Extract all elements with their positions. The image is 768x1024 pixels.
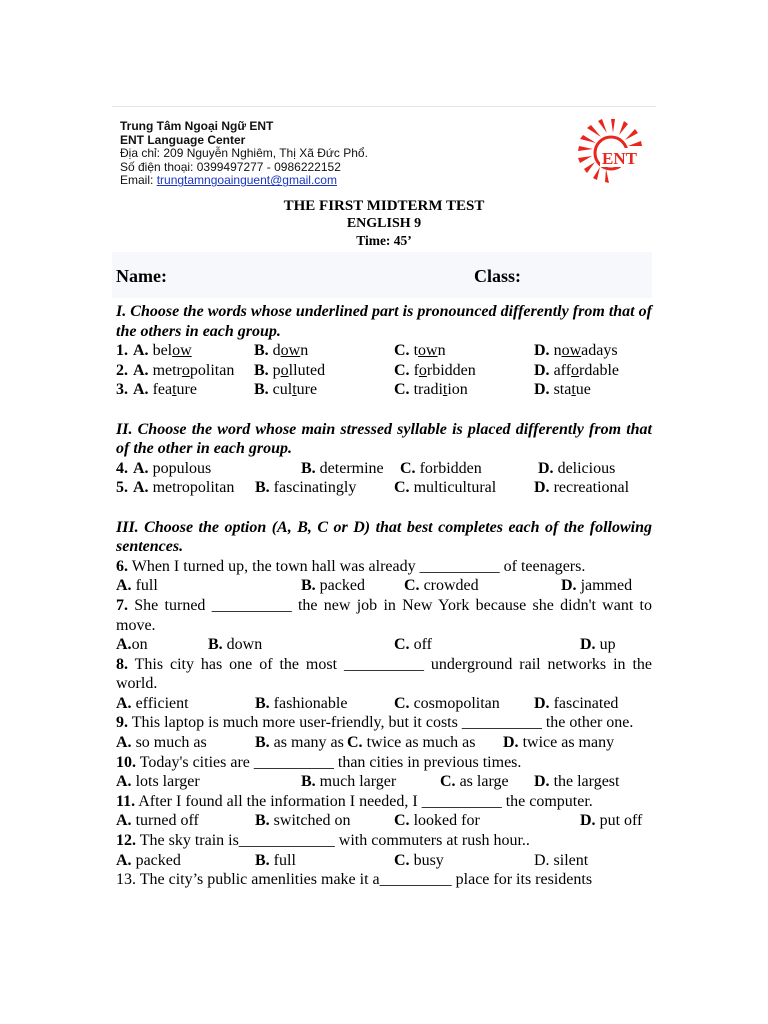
option — [534, 851, 588, 871]
option-letter: B. — [254, 361, 269, 379]
option — [394, 851, 444, 871]
options-row — [116, 772, 652, 792]
option-text: packed — [131, 851, 181, 869]
question-number: 3. — [116, 381, 128, 399]
question-number: 12. — [116, 832, 136, 850]
section-3-questions — [116, 557, 652, 890]
test-subject: ENGLISH 9 — [346, 216, 422, 231]
option-letter: A. — [133, 361, 149, 379]
section-3-instruction: III. Choose the option (A, B, C or D) that best completes each of the following sentences. — [116, 518, 652, 556]
email-link[interactable]: trungtamngoainguent@gmail.com — [156, 173, 337, 188]
option-text: populous — [148, 459, 212, 477]
option-letter: B. — [208, 636, 223, 654]
underlined-part: t — [571, 381, 576, 399]
section-1-questions — [116, 341, 652, 400]
option-text: determine — [315, 459, 384, 477]
option — [254, 380, 317, 400]
option-text: full — [131, 577, 158, 595]
option-text: p — [268, 361, 281, 379]
question-stem — [116, 713, 652, 733]
section-1-instruction: I. Choose the words whose underlined part is pronounced differently from that of the others in each group. — [116, 303, 652, 340]
option — [116, 576, 158, 596]
option-text: up — [595, 636, 616, 654]
option-text: forbidden — [415, 459, 482, 477]
option-letter: C. — [394, 812, 410, 830]
logo-text: ENT — [602, 149, 637, 168]
option — [580, 635, 616, 655]
option-letter: C. — [394, 636, 410, 654]
option-letter: B. — [255, 812, 270, 830]
option-text: t — [409, 342, 419, 360]
option-letter: A. — [116, 694, 132, 712]
option-letter: C. — [440, 773, 456, 791]
option-text: f — [409, 361, 419, 379]
option-text: jammed — [576, 577, 633, 595]
option-text: much larger — [315, 773, 397, 791]
option — [116, 851, 181, 871]
name-label: Name: — [116, 266, 167, 286]
test-body — [116, 302, 652, 890]
option-letter: D. — [561, 577, 577, 595]
option-letter: B. — [301, 773, 316, 791]
options-row — [116, 635, 652, 655]
question-number: 9. — [116, 714, 128, 732]
option-text-rest: ue — [575, 381, 591, 399]
question-text: After I found all the information I needed, I __________ the computer. — [135, 792, 593, 810]
option-text-rest: n — [437, 342, 446, 360]
question-stem — [116, 870, 652, 890]
option-text: looked for — [409, 812, 480, 830]
underlined-part: ow — [280, 342, 301, 360]
option-text: down — [222, 636, 263, 654]
options-row — [116, 576, 652, 596]
option-text: turned off — [131, 812, 199, 830]
option — [116, 635, 148, 655]
option-letter: B. — [301, 577, 316, 595]
option-text: lots larger — [131, 773, 200, 791]
option — [301, 772, 396, 792]
test-time: Time: 45’ — [356, 233, 412, 248]
option — [404, 576, 479, 596]
option-text-rest: adays — [581, 342, 618, 360]
option — [347, 733, 475, 753]
section-2-questions — [116, 459, 652, 498]
underlined-part: t — [172, 381, 177, 399]
option-text-rest: ure — [296, 381, 318, 399]
center-email-line — [120, 174, 368, 188]
option — [580, 811, 642, 831]
question-number: 1. — [116, 342, 128, 360]
underlined-part: o — [280, 361, 289, 379]
option-text: metropolitan — [148, 479, 235, 497]
option-text: the largest — [549, 773, 620, 791]
option-text: off — [409, 636, 432, 654]
ent-sun-logo-icon — [578, 117, 648, 183]
option-text: full — [269, 851, 296, 869]
option-text: as large — [455, 773, 509, 791]
option — [133, 478, 234, 498]
option-text: metr — [148, 361, 182, 379]
option-letter: C. — [394, 361, 410, 379]
option-text: fascinated — [549, 694, 619, 712]
option-text: tradi — [409, 381, 443, 399]
question-row — [116, 341, 652, 361]
center-name-en: ENT Language Center — [120, 132, 246, 147]
option-letter: D. — [534, 361, 550, 379]
option — [254, 341, 308, 361]
question-row — [116, 361, 652, 381]
option — [394, 811, 480, 831]
question-text: Today's cities are __________ than cities in previous times. — [136, 753, 522, 771]
question-number: 10. — [116, 753, 136, 771]
option — [133, 341, 192, 361]
option-text: on — [131, 636, 148, 654]
option-letter: A. — [116, 577, 132, 595]
option-letter: D. — [534, 479, 550, 497]
question-stem — [116, 596, 652, 635]
option-text: multicultural — [409, 479, 497, 497]
option-letter: C. — [394, 694, 410, 712]
option-letter: D. — [538, 459, 554, 477]
option — [534, 478, 629, 498]
option — [400, 459, 482, 479]
option-letter: C. — [400, 459, 416, 477]
option-text: crowded — [419, 577, 479, 595]
option — [133, 361, 234, 381]
center-name: Trung Tâm Ngoại Ngữ ENT — [120, 119, 274, 133]
option-letter: A. — [116, 636, 132, 654]
option-text: efficient — [131, 694, 189, 712]
options-row — [116, 694, 652, 714]
option-letter: A. — [116, 734, 132, 752]
option — [561, 576, 632, 596]
underlined-part: t — [292, 381, 297, 399]
question-number: 7. — [116, 596, 128, 614]
center-phone: Số điện thoại: 0399497277 - 0986222152 — [120, 159, 341, 174]
question-text: 13. The city’s public amenlities make it a_________ place for its residents — [116, 871, 593, 889]
option-letter: C. — [347, 734, 363, 752]
option-letter: A. — [133, 381, 149, 399]
name-class-band — [112, 252, 652, 298]
option — [255, 694, 347, 714]
question-stem — [116, 792, 652, 812]
option-text: d — [268, 342, 281, 360]
option-text: fashionable — [269, 694, 348, 712]
question-number: 4. — [116, 459, 128, 477]
option-text: put off — [595, 812, 643, 830]
option-letter: C. — [394, 342, 410, 360]
question-number: 11. — [116, 792, 136, 810]
option — [503, 733, 614, 753]
option-text: so much as — [131, 734, 207, 752]
options-row — [116, 811, 652, 831]
option-text: D. silent — [534, 851, 589, 869]
option-text: n — [549, 342, 562, 360]
option-letter: D. — [534, 694, 550, 712]
question-text: She turned __________ the new job in New York because she didn't want to move. — [116, 596, 652, 634]
underlined-part: o — [181, 361, 190, 379]
option-letter: D. — [580, 636, 596, 654]
underlined-part: t — [442, 381, 448, 399]
option-letter: A. — [133, 479, 149, 497]
option — [440, 772, 509, 792]
option — [116, 772, 200, 792]
question-stem — [116, 557, 652, 577]
option — [133, 380, 197, 400]
option-text: twice as many — [518, 734, 615, 752]
option-letter: B. — [255, 734, 270, 752]
underlined-part: ow — [172, 342, 192, 360]
section-2-instruction: II. Choose the word whose main stressed syllable is placed differently from that of the other in each group. — [116, 420, 652, 458]
option-text-rest: rbidden — [426, 361, 476, 379]
underlined-part: o — [571, 361, 580, 379]
option-letter: B. — [255, 479, 270, 497]
option-text: cosmopolitan — [409, 694, 500, 712]
option-letter: A. — [133, 459, 149, 477]
class-label: Class: — [474, 266, 522, 286]
option-letter: B. — [301, 459, 316, 477]
option — [534, 341, 618, 361]
option — [301, 576, 365, 596]
question-stem — [116, 831, 652, 851]
option — [394, 694, 500, 714]
question-text: This laptop is much more user-friendly, but it costs __________ the other one. — [128, 714, 634, 732]
option-text: cul — [268, 381, 293, 399]
center-address: Địa chỉ: 209 Nguyễn Nghiêm, Thị Xã Đức Phổ. — [120, 146, 368, 161]
option — [208, 635, 262, 655]
option-text-rest: ion — [447, 381, 468, 399]
option — [394, 361, 476, 381]
options-row — [116, 733, 652, 753]
option-letter: D. — [534, 381, 550, 399]
option-letter: C. — [394, 851, 410, 869]
option-text: recreational — [549, 479, 630, 497]
option-letter: D. — [580, 812, 596, 830]
question-row — [116, 459, 652, 479]
option — [133, 459, 211, 479]
option-letter: A. — [116, 812, 132, 830]
question-number: 6. — [116, 557, 128, 575]
option — [534, 361, 619, 381]
option-letter: C. — [394, 381, 410, 399]
option-text: twice as much as — [362, 734, 476, 752]
option-text: aff — [549, 361, 572, 379]
option-text-rest: rdable — [579, 361, 620, 379]
option-letter: B. — [255, 694, 270, 712]
option-letter: C. — [404, 577, 420, 595]
option — [534, 694, 618, 714]
option-text: delicious — [553, 459, 616, 477]
option — [255, 733, 344, 753]
option-text-rest: ure — [176, 381, 197, 399]
option — [255, 811, 351, 831]
option-letter: D. — [534, 773, 550, 791]
question-row — [116, 478, 652, 498]
question-stem — [116, 753, 652, 773]
option — [394, 341, 446, 361]
option-text-rest: n — [300, 342, 309, 360]
option — [254, 361, 325, 381]
option — [534, 772, 619, 792]
options-row — [116, 851, 652, 871]
option-letter: B. — [254, 381, 269, 399]
option-text: sta — [549, 381, 572, 399]
question-number: 8. — [116, 655, 128, 673]
question-stem — [116, 655, 652, 694]
option-letter: B. — [255, 851, 270, 869]
option-text: busy — [409, 851, 444, 869]
option-text-rest: politan — [189, 361, 235, 379]
option-text: packed — [315, 577, 365, 595]
option — [116, 733, 207, 753]
question-text: This city has one of the most __________ underground rail networks in the world. — [116, 655, 652, 693]
center-header — [120, 120, 368, 188]
email-label: Email: — [120, 173, 157, 188]
question-text: When I turned up, the town hall was already __________ of teenagers. — [128, 557, 586, 575]
option-text-rest: lluted — [288, 361, 326, 379]
underlined-part: ow — [418, 342, 438, 360]
underlined-part: o — [418, 361, 427, 379]
underlined-part: ow — [561, 342, 582, 360]
option-text: bel — [148, 342, 173, 360]
test-title: THE FIRST MIDTERM TEST — [283, 198, 485, 214]
option-letter: C. — [394, 479, 410, 497]
question-row — [116, 380, 652, 400]
option-text: fea — [148, 381, 173, 399]
option-text: fascinatingly — [269, 479, 357, 497]
top-divider — [112, 106, 656, 107]
option-letter: D. — [503, 734, 519, 752]
option-text: as many as — [269, 734, 344, 752]
option — [116, 694, 189, 714]
option — [255, 851, 296, 871]
option — [538, 459, 615, 479]
option-letter: A. — [133, 342, 149, 360]
option — [534, 380, 591, 400]
option — [116, 811, 199, 831]
question-number: 5. — [116, 479, 128, 497]
option — [255, 478, 356, 498]
option — [394, 478, 496, 498]
option-letter: A. — [116, 773, 132, 791]
option — [394, 380, 468, 400]
question-text: The sky train is____________ with commuters at rush hour.. — [136, 832, 530, 850]
option-letter: D. — [534, 342, 550, 360]
option-text: switched on — [269, 812, 351, 830]
option — [394, 635, 432, 655]
question-number: 2. — [116, 361, 128, 379]
option — [301, 459, 384, 479]
option-letter: B. — [254, 342, 269, 360]
option-letter: A. — [116, 851, 132, 869]
